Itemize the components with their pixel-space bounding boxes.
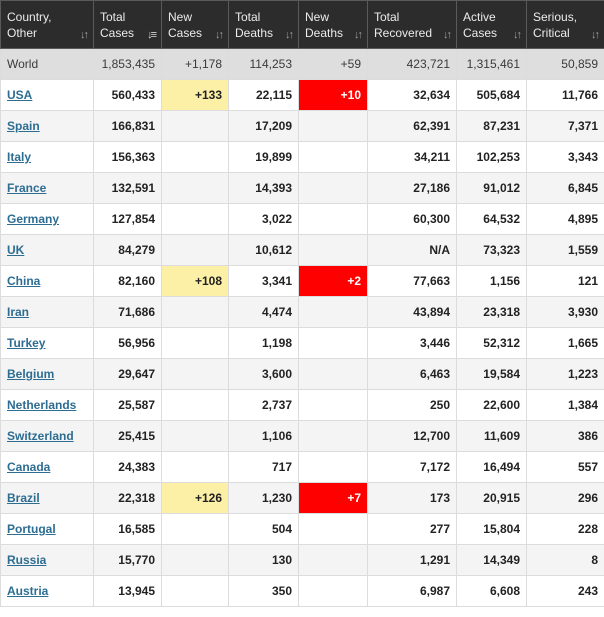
serious-critical-cell: 121 — [527, 266, 604, 297]
header-label-line1: Total — [235, 9, 261, 24]
new-cases-cell — [162, 452, 229, 483]
active-cases-cell: 102,253 — [457, 142, 527, 173]
header-label-line1: Total — [374, 9, 400, 24]
total-cases-cell: 132,591 — [94, 173, 162, 204]
total-recovered-cell: 173 — [368, 483, 457, 514]
table-row — [1, 173, 604, 204]
sort-icon[interactable]: ↓↑ — [513, 29, 520, 41]
total-recovered-cell: 3,446 — [368, 328, 457, 359]
total-recovered-cell: 1,291 — [368, 545, 457, 576]
header-label — [374, 9, 450, 41]
header-label-line2: Cases — [463, 25, 498, 40]
active-cases-cell: 1,315,461 — [457, 49, 527, 80]
serious-critical-cell: 1,223 — [527, 359, 604, 390]
serious-critical-cell: 4,895 — [527, 204, 604, 235]
total-cases-cell: 13,945 — [94, 576, 162, 607]
country-cell: World — [1, 49, 94, 80]
table-row — [1, 545, 604, 576]
country-link[interactable]: Turkey — [7, 336, 46, 350]
total-cases-cell: 15,770 — [94, 545, 162, 576]
total-recovered-cell: N/A — [368, 235, 457, 266]
new-deaths-cell — [299, 328, 368, 359]
active-cases-cell: 14,349 — [457, 545, 527, 576]
active-cases-cell: 23,318 — [457, 297, 527, 328]
country-cell — [1, 514, 94, 545]
country-cell — [1, 266, 94, 297]
header-label-line2: Critical — [533, 25, 570, 40]
total-deaths-cell: 130 — [229, 545, 299, 576]
new-deaths-cell — [299, 452, 368, 483]
table-row — [1, 359, 604, 390]
serious-critical-cell: 1,384 — [527, 390, 604, 421]
header-label-line2: Recovered — [374, 25, 433, 40]
new-cases-cell — [162, 576, 229, 607]
total-cases-cell: 82,160 — [94, 266, 162, 297]
table-row — [1, 297, 604, 328]
active-cases-cell: 16,494 — [457, 452, 527, 483]
sort-icon[interactable]: ↓↑ — [591, 29, 598, 41]
country-link[interactable]: China — [7, 274, 41, 288]
country-cell — [1, 328, 94, 359]
new-cases-cell: +108 — [162, 266, 229, 297]
active-cases-cell: 52,312 — [457, 328, 527, 359]
sort-icon[interactable]: ↓↑ — [80, 29, 87, 41]
total-deaths-cell: 114,253 — [229, 49, 299, 80]
total-cases-cell: 16,585 — [94, 514, 162, 545]
total-recovered-cell: 423,721 — [368, 49, 457, 80]
total-deaths-cell: 22,115 — [229, 80, 299, 111]
country-link[interactable]: Austria — [7, 584, 49, 598]
active-cases-cell: 15,804 — [457, 514, 527, 545]
sort-icon[interactable]: ↓↑ — [443, 29, 450, 41]
serious-critical-cell: 50,859 — [527, 49, 604, 80]
header-label-line1: Active — [463, 9, 496, 24]
total-deaths-cell: 14,393 — [229, 173, 299, 204]
total-cases-cell: 1,853,435 — [94, 49, 162, 80]
serious-critical-cell: 228 — [527, 514, 604, 545]
country-link[interactable]: UK — [7, 243, 25, 257]
sort-icon[interactable]: ↓↑ — [215, 29, 222, 41]
total-cases-cell: 22,318 — [94, 483, 162, 514]
country-link[interactable]: USA — [7, 88, 33, 102]
total-cases-cell: 166,831 — [94, 111, 162, 142]
header-total-deaths[interactable] — [229, 1, 299, 49]
serious-critical-cell: 6,845 — [527, 173, 604, 204]
new-cases-cell: +126 — [162, 483, 229, 514]
serious-critical-cell: 386 — [527, 421, 604, 452]
new-cases-cell — [162, 514, 229, 545]
total-deaths-cell: 1,198 — [229, 328, 299, 359]
total-recovered-cell: 6,987 — [368, 576, 457, 607]
new-cases-cell — [162, 142, 229, 173]
header-label-line1: New — [168, 9, 193, 24]
new-cases-cell — [162, 111, 229, 142]
total-recovered-cell: 62,391 — [368, 111, 457, 142]
new-deaths-cell — [299, 359, 368, 390]
new-cases-cell — [162, 390, 229, 421]
total-cases-cell: 84,279 — [94, 235, 162, 266]
country-cell — [1, 204, 94, 235]
new-deaths-cell — [299, 173, 368, 204]
header-label — [168, 9, 222, 41]
sort-icon[interactable]: ↓↑ — [354, 29, 361, 41]
total-cases-cell: 127,854 — [94, 204, 162, 235]
table-row — [1, 111, 604, 142]
new-cases-cell — [162, 359, 229, 390]
table-header-row — [1, 1, 604, 49]
total-deaths-cell: 3,022 — [229, 204, 299, 235]
active-cases-cell: 1,156 — [457, 266, 527, 297]
country-cell — [1, 111, 94, 142]
new-cases-cell — [162, 235, 229, 266]
sort-icon[interactable]: ↓↑ — [285, 29, 292, 41]
country-cell — [1, 576, 94, 607]
country-link[interactable]: Netherlands — [7, 398, 77, 412]
country-cell — [1, 421, 94, 452]
new-deaths-cell — [299, 297, 368, 328]
country-link[interactable]: Brazil — [7, 491, 40, 505]
serious-critical-cell: 1,665 — [527, 328, 604, 359]
header-country-other[interactable] — [1, 1, 94, 49]
country-link[interactable]: Switzerland — [7, 429, 74, 443]
header-label-line2: Cases — [168, 25, 203, 40]
header-new-deaths[interactable] — [299, 1, 368, 49]
table-row — [1, 328, 604, 359]
total-cases-cell: 25,415 — [94, 421, 162, 452]
country-cell — [1, 235, 94, 266]
header-label — [463, 9, 520, 41]
new-deaths-cell — [299, 390, 368, 421]
header-label — [305, 9, 361, 41]
new-deaths-cell — [299, 576, 368, 607]
active-cases-cell: 87,231 — [457, 111, 527, 142]
table-row — [1, 514, 604, 545]
country-cell — [1, 545, 94, 576]
country-link[interactable]: Iran — [7, 305, 30, 319]
active-cases-cell: 11,609 — [457, 421, 527, 452]
new-deaths-cell — [299, 545, 368, 576]
active-cases-cell: 6,608 — [457, 576, 527, 607]
total-recovered-cell: 6,463 — [368, 359, 457, 390]
new-cases-cell — [162, 421, 229, 452]
header-label-line1: Country, — [7, 9, 52, 24]
header-label-line2: Deaths — [235, 25, 274, 40]
total-recovered-cell: 27,186 — [368, 173, 457, 204]
total-recovered-cell: 77,663 — [368, 266, 457, 297]
total-deaths-cell: 17,209 — [229, 111, 299, 142]
sort-active-icon[interactable]: ↓≡ — [147, 29, 155, 41]
country-link[interactable]: Spain — [7, 119, 40, 133]
country-cell — [1, 173, 94, 204]
table-row — [1, 483, 604, 514]
world-total-row — [1, 49, 604, 80]
total-recovered-cell: 60,300 — [368, 204, 457, 235]
total-deaths-cell: 3,600 — [229, 359, 299, 390]
active-cases-cell: 505,684 — [457, 80, 527, 111]
country-link[interactable]: Portugal — [7, 522, 56, 536]
total-recovered-cell: 277 — [368, 514, 457, 545]
header-serious-critical[interactable] — [527, 1, 604, 49]
total-deaths-cell: 504 — [229, 514, 299, 545]
total-cases-cell: 71,686 — [94, 297, 162, 328]
header-label — [533, 9, 598, 41]
country-cell — [1, 142, 94, 173]
total-deaths-cell: 19,899 — [229, 142, 299, 173]
serious-critical-cell: 557 — [527, 452, 604, 483]
active-cases-cell: 73,323 — [457, 235, 527, 266]
new-deaths-cell — [299, 142, 368, 173]
new-deaths-cell: +10 — [299, 80, 368, 111]
table-row — [1, 142, 604, 173]
serious-critical-cell: 296 — [527, 483, 604, 514]
header-label — [235, 9, 292, 41]
total-cases-cell: 29,647 — [94, 359, 162, 390]
table-row — [1, 452, 604, 483]
country-cell — [1, 483, 94, 514]
serious-critical-cell: 8 — [527, 545, 604, 576]
active-cases-cell: 19,584 — [457, 359, 527, 390]
new-deaths-cell — [299, 235, 368, 266]
total-cases-cell: 560,433 — [94, 80, 162, 111]
header-active-cases[interactable] — [457, 1, 527, 49]
total-deaths-cell: 350 — [229, 576, 299, 607]
country-link[interactable]: Belgium — [7, 367, 55, 381]
new-deaths-cell: +2 — [299, 266, 368, 297]
new-deaths-cell: +59 — [299, 49, 368, 80]
total-recovered-cell: 250 — [368, 390, 457, 421]
total-recovered-cell: 34,211 — [368, 142, 457, 173]
country-link[interactable]: France — [7, 181, 47, 195]
table-row — [1, 80, 604, 111]
country-link[interactable]: Germany — [7, 212, 60, 226]
total-recovered-cell: 7,172 — [368, 452, 457, 483]
header-total-recovered[interactable] — [368, 1, 457, 49]
table-row — [1, 235, 604, 266]
serious-critical-cell: 1,559 — [527, 235, 604, 266]
total-cases-cell: 25,587 — [94, 390, 162, 421]
table-row — [1, 576, 604, 607]
new-deaths-cell — [299, 421, 368, 452]
total-cases-cell: 24,383 — [94, 452, 162, 483]
total-cases-cell: 56,956 — [94, 328, 162, 359]
country-link[interactable]: Canada — [7, 460, 51, 474]
new-deaths-cell — [299, 514, 368, 545]
total-deaths-cell: 4,474 — [229, 297, 299, 328]
serious-critical-cell: 3,930 — [527, 297, 604, 328]
serious-critical-cell: 243 — [527, 576, 604, 607]
serious-critical-cell: 11,766 — [527, 80, 604, 111]
country-cell — [1, 452, 94, 483]
total-deaths-cell: 1,106 — [229, 421, 299, 452]
serious-critical-cell: 3,343 — [527, 142, 604, 173]
total-recovered-cell: 43,894 — [368, 297, 457, 328]
header-new-cases[interactable] — [162, 1, 229, 49]
new-cases-cell — [162, 545, 229, 576]
total-deaths-cell: 2,737 — [229, 390, 299, 421]
total-deaths-cell: 1,230 — [229, 483, 299, 514]
new-cases-cell — [162, 173, 229, 204]
new-deaths-cell — [299, 204, 368, 235]
country-cell — [1, 359, 94, 390]
active-cases-cell: 22,600 — [457, 390, 527, 421]
header-label — [7, 9, 87, 41]
new-deaths-cell — [299, 111, 368, 142]
table-row — [1, 421, 604, 452]
new-cases-cell: +133 — [162, 80, 229, 111]
active-cases-cell: 20,915 — [457, 483, 527, 514]
new-cases-cell — [162, 204, 229, 235]
table-row — [1, 390, 604, 421]
total-deaths-cell: 3,341 — [229, 266, 299, 297]
header-label-line1: New — [305, 9, 330, 24]
total-deaths-cell: 717 — [229, 452, 299, 483]
country-link[interactable]: Italy — [7, 150, 32, 164]
header-label-line1: Total — [100, 9, 126, 24]
new-deaths-cell: +7 — [299, 483, 368, 514]
new-cases-cell: +1,178 — [162, 49, 229, 80]
table-row — [1, 204, 604, 235]
country-cell — [1, 297, 94, 328]
new-cases-cell — [162, 328, 229, 359]
header-label-line1: Serious, — [533, 9, 578, 24]
table-row — [1, 266, 604, 297]
header-label-line2: Other — [7, 25, 38, 40]
header-label-line2: Deaths — [305, 25, 344, 40]
serious-critical-cell: 7,371 — [527, 111, 604, 142]
header-total-cases[interactable] — [94, 1, 162, 49]
total-recovered-cell: 12,700 — [368, 421, 457, 452]
new-cases-cell — [162, 297, 229, 328]
active-cases-cell: 91,012 — [457, 173, 527, 204]
country-cell — [1, 390, 94, 421]
country-link[interactable]: Russia — [7, 553, 47, 567]
total-deaths-cell: 10,612 — [229, 235, 299, 266]
country-cell — [1, 80, 94, 111]
header-label-line2: Cases — [100, 25, 135, 40]
total-recovered-cell: 32,634 — [368, 80, 457, 111]
total-cases-cell: 156,363 — [94, 142, 162, 173]
active-cases-cell: 64,532 — [457, 204, 527, 235]
